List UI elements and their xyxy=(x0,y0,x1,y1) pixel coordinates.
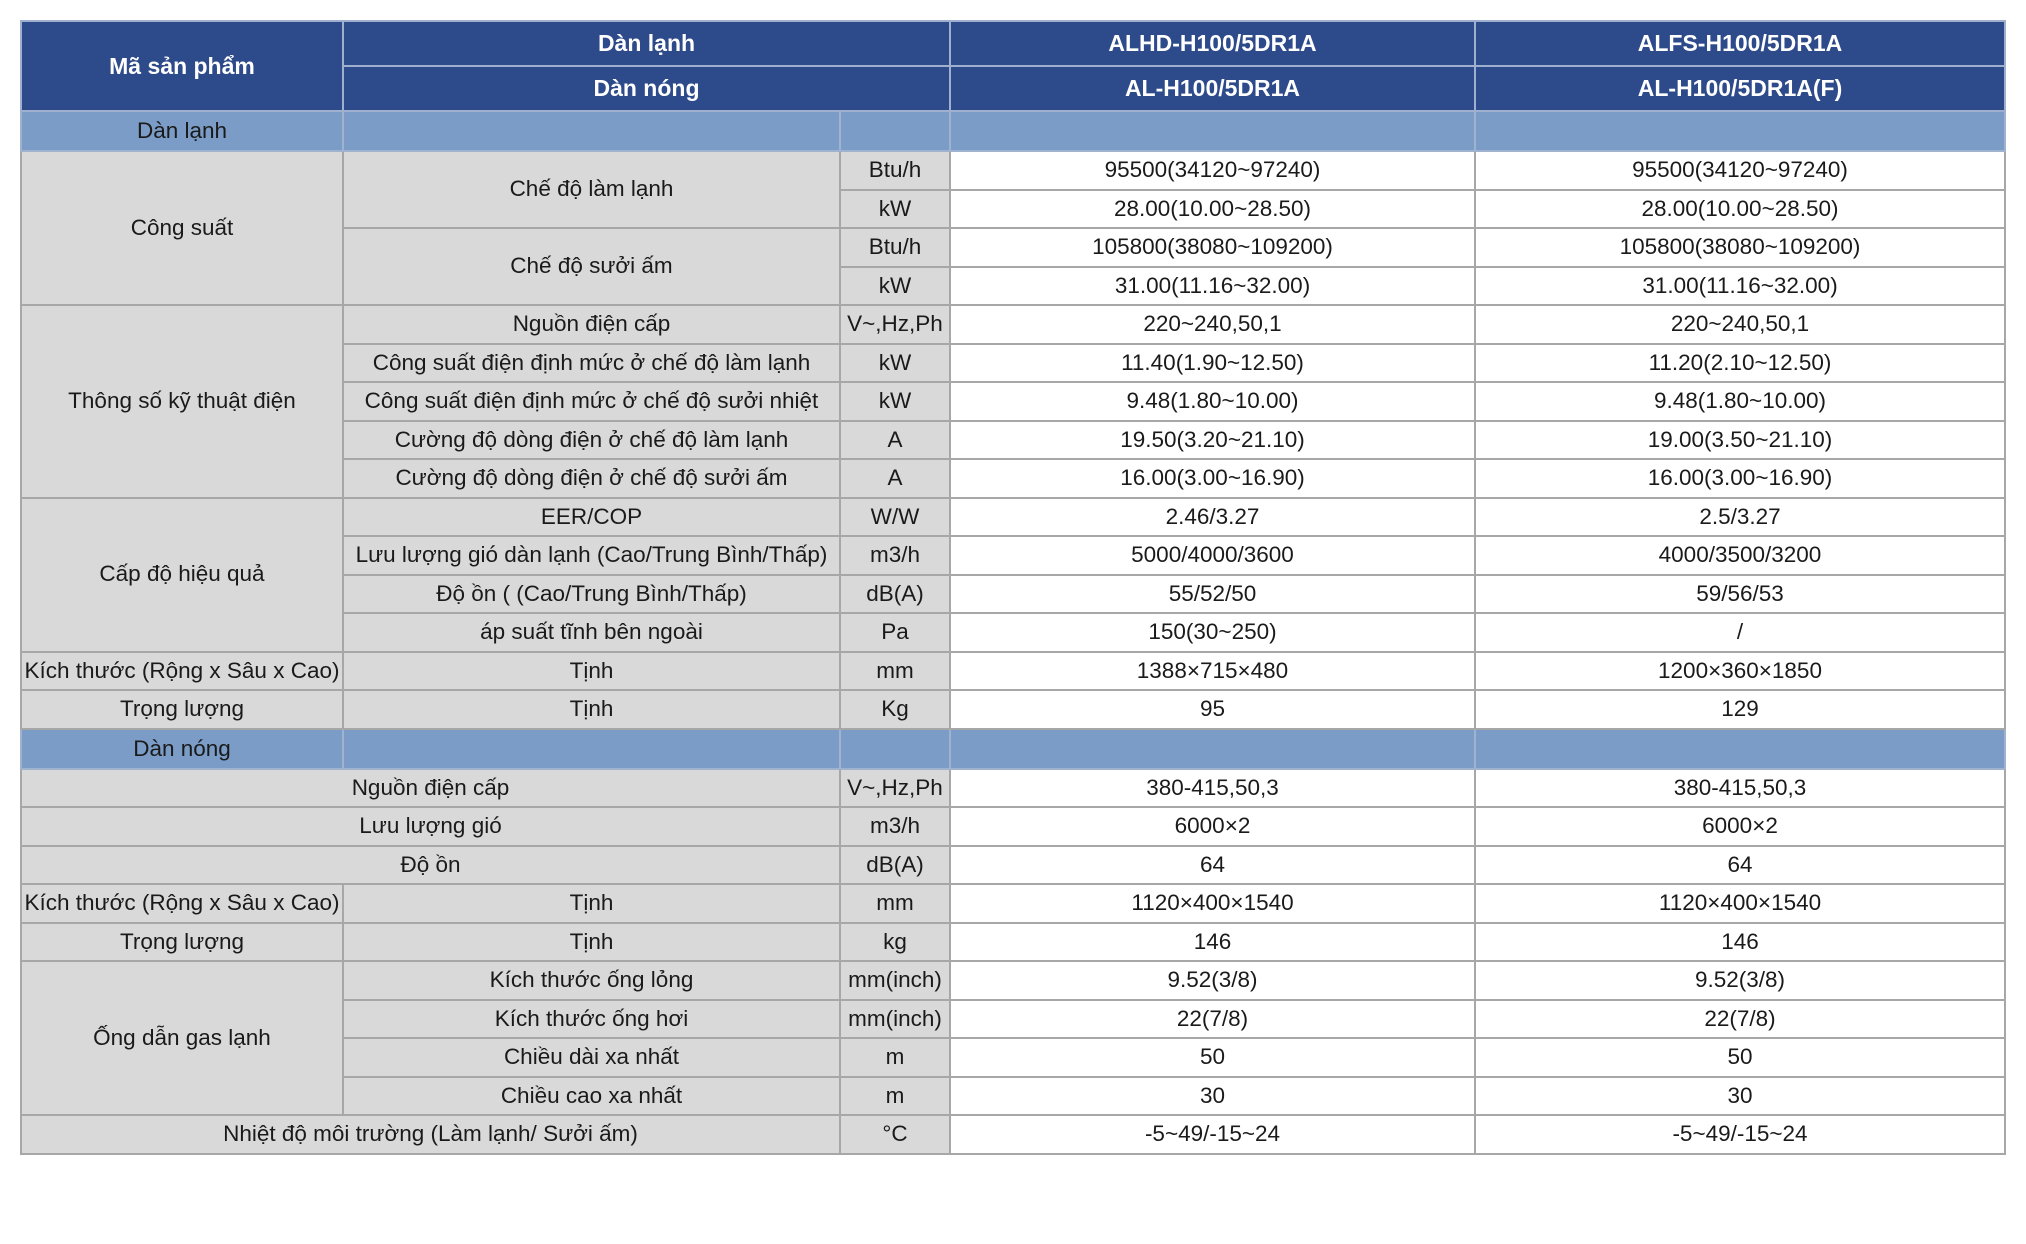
table-row xyxy=(21,884,2005,923)
model2-value: 30 xyxy=(1475,1077,2005,1116)
model2-value: 6000×2 xyxy=(1475,807,2005,846)
table-row xyxy=(21,923,2005,962)
unit-cell: A xyxy=(840,459,950,498)
model2-value: 380-415,50,3 xyxy=(1475,769,2005,808)
section-row-indoor xyxy=(21,111,2005,151)
row-label: Lưu lượng gió dàn lạnh (Cao/Trung Bình/Thấp) xyxy=(343,536,840,575)
unit-cell: Btu/h xyxy=(840,151,950,190)
row-label: Độ ồn xyxy=(21,846,840,885)
unit-cell: kW xyxy=(840,382,950,421)
model1-value: 16.00(3.00~16.90) xyxy=(950,459,1475,498)
row-label: Tịnh xyxy=(343,690,840,729)
section-cell xyxy=(950,729,1475,769)
row-label: Nhiệt độ môi trường (Làm lạnh/ Sưởi ấm) xyxy=(21,1115,840,1154)
section-cell xyxy=(1475,729,2005,769)
section-label-indoor: Dàn lạnh xyxy=(21,111,343,151)
model2-value: 9.48(1.80~10.00) xyxy=(1475,382,2005,421)
model1-value: 30 xyxy=(950,1077,1475,1116)
model1-outdoor-header: AL-H100/5DR1A xyxy=(950,66,1475,111)
group-label-capacity: Công suất xyxy=(21,151,343,305)
unit-cell: Btu/h xyxy=(840,228,950,267)
unit-cell: kW xyxy=(840,344,950,383)
model1-value: 150(30~250) xyxy=(950,613,1475,652)
model1-value: 380-415,50,3 xyxy=(950,769,1475,808)
unit-cell: W/W xyxy=(840,498,950,537)
model1-value: 105800(38080~109200) xyxy=(950,228,1475,267)
row-label: Lưu lượng gió xyxy=(21,807,840,846)
model2-value: 129 xyxy=(1475,690,2005,729)
unit-cell: dB(A) xyxy=(840,846,950,885)
unit-cell: mm xyxy=(840,652,950,691)
outdoor-unit-header: Dàn nóng xyxy=(343,66,950,111)
section-cell xyxy=(343,111,840,151)
model2-value: 1120×400×1540 xyxy=(1475,884,2005,923)
row-label: Độ ồn ( (Cao/Trung Bình/Thấp) xyxy=(343,575,840,614)
model1-value: 9.48(1.80~10.00) xyxy=(950,382,1475,421)
model2-value: 11.20(2.10~12.50) xyxy=(1475,344,2005,383)
table-row xyxy=(21,652,2005,691)
group-label-weight: Trọng lượng xyxy=(21,923,343,962)
table-row xyxy=(21,961,2005,1000)
unit-cell: V~,Hz,Ph xyxy=(840,305,950,344)
subgroup-label-heating: Chế độ sưởi ấm xyxy=(343,228,840,305)
row-label: Công suất điện định mức ở chế độ sưởi nhiệt xyxy=(343,382,840,421)
section-label-outdoor: Dàn nóng xyxy=(21,729,343,769)
model2-value: 59/56/53 xyxy=(1475,575,2005,614)
model2-value: 95500(34120~97240) xyxy=(1475,151,2005,190)
row-label: Kích thước ống hơi xyxy=(343,1000,840,1039)
model1-value: 11.40(1.90~12.50) xyxy=(950,344,1475,383)
row-label: Chiều dài xa nhất xyxy=(343,1038,840,1077)
group-label-dimensions: Kích thước (Rộng x Sâu x Cao) xyxy=(21,652,343,691)
model2-outdoor-header: AL-H100/5DR1A(F) xyxy=(1475,66,2005,111)
model2-value: 28.00(10.00~28.50) xyxy=(1475,190,2005,229)
row-label: Nguồn điện cấp xyxy=(343,305,840,344)
row-label: Nguồn điện cấp xyxy=(21,769,840,808)
model1-indoor-header: ALHD-H100/5DR1A xyxy=(950,21,1475,66)
model1-value: 2.46/3.27 xyxy=(950,498,1475,537)
subgroup-label-cooling: Chế độ làm lạnh xyxy=(343,151,840,228)
model1-value: 1120×400×1540 xyxy=(950,884,1475,923)
unit-cell: Pa xyxy=(840,613,950,652)
model2-value: 9.52(3/8) xyxy=(1475,961,2005,1000)
row-label: Tịnh xyxy=(343,652,840,691)
row-label: Kích thước ống lỏng xyxy=(343,961,840,1000)
model1-value: 28.00(10.00~28.50) xyxy=(950,190,1475,229)
model1-value: 9.52(3/8) xyxy=(950,961,1475,1000)
group-label-efficiency: Cấp độ hiệu quả xyxy=(21,498,343,652)
table-row xyxy=(21,690,2005,729)
table-row xyxy=(21,807,2005,846)
group-label-dimensions: Kích thước (Rộng x Sâu x Cao) xyxy=(21,884,343,923)
model1-value: 146 xyxy=(950,923,1475,962)
section-cell xyxy=(840,729,950,769)
model2-value: 22(7/8) xyxy=(1475,1000,2005,1039)
unit-cell: Kg xyxy=(840,690,950,729)
model1-value: -5~49/-15~24 xyxy=(950,1115,1475,1154)
model1-value: 1388×715×480 xyxy=(950,652,1475,691)
model2-value: 64 xyxy=(1475,846,2005,885)
model2-value: 1200×360×1850 xyxy=(1475,652,2005,691)
unit-cell: dB(A) xyxy=(840,575,950,614)
model1-value: 19.50(3.20~21.10) xyxy=(950,421,1475,460)
model1-value: 64 xyxy=(950,846,1475,885)
unit-cell: kW xyxy=(840,267,950,306)
model1-value: 55/52/50 xyxy=(950,575,1475,614)
unit-cell: m3/h xyxy=(840,536,950,575)
row-label: EER/COP xyxy=(343,498,840,537)
model1-value: 22(7/8) xyxy=(950,1000,1475,1039)
spec-table-container xyxy=(20,20,2004,1155)
unit-cell: m xyxy=(840,1077,950,1116)
model2-value: 2.5/3.27 xyxy=(1475,498,2005,537)
unit-cell: °C xyxy=(840,1115,950,1154)
model2-value: 31.00(11.16~32.00) xyxy=(1475,267,2005,306)
product-code-header: Mã sản phẩm xyxy=(21,21,343,111)
row-label: Cường độ dòng điện ở chế độ sưởi ấm xyxy=(343,459,840,498)
indoor-unit-header: Dàn lạnh xyxy=(343,21,950,66)
row-label: Tịnh xyxy=(343,923,840,962)
row-label: Chiều cao xa nhất xyxy=(343,1077,840,1116)
row-label: Cường độ dòng điện ở chế độ làm lạnh xyxy=(343,421,840,460)
section-row-outdoor xyxy=(21,729,2005,769)
table-row xyxy=(21,498,2005,537)
unit-cell: A xyxy=(840,421,950,460)
unit-cell: m3/h xyxy=(840,807,950,846)
table-row xyxy=(21,846,2005,885)
model2-value: 16.00(3.00~16.90) xyxy=(1475,459,2005,498)
unit-cell: kg xyxy=(840,923,950,962)
unit-cell: mm(inch) xyxy=(840,961,950,1000)
model1-value: 95 xyxy=(950,690,1475,729)
model1-value: 220~240,50,1 xyxy=(950,305,1475,344)
header-row-indoor xyxy=(21,21,2005,66)
section-cell xyxy=(1475,111,2005,151)
model1-value: 31.00(11.16~32.00) xyxy=(950,267,1475,306)
model2-value: 105800(38080~109200) xyxy=(1475,228,2005,267)
section-cell xyxy=(840,111,950,151)
unit-cell: kW xyxy=(840,190,950,229)
model2-value: / xyxy=(1475,613,2005,652)
model2-indoor-header: ALFS-H100/5DR1A xyxy=(1475,21,2005,66)
model2-value: 50 xyxy=(1475,1038,2005,1077)
model1-value: 95500(34120~97240) xyxy=(950,151,1475,190)
table-row xyxy=(21,1115,2005,1154)
unit-cell: mm(inch) xyxy=(840,1000,950,1039)
group-label-electrical: Thông số kỹ thuật điện xyxy=(21,305,343,498)
table-row xyxy=(21,305,2005,344)
unit-cell: V~,Hz,Ph xyxy=(840,769,950,808)
group-label-weight: Trọng lượng xyxy=(21,690,343,729)
group-label-gas-pipe: Ống dẫn gas lạnh xyxy=(21,961,343,1115)
model1-value: 50 xyxy=(950,1038,1475,1077)
model2-value: -5~49/-15~24 xyxy=(1475,1115,2005,1154)
model1-value: 5000/4000/3600 xyxy=(950,536,1475,575)
model1-value: 6000×2 xyxy=(950,807,1475,846)
unit-cell: mm xyxy=(840,884,950,923)
section-cell xyxy=(950,111,1475,151)
section-cell xyxy=(343,729,840,769)
unit-cell: m xyxy=(840,1038,950,1077)
row-label: áp suất tĩnh bên ngoài xyxy=(343,613,840,652)
model2-value: 146 xyxy=(1475,923,2005,962)
table-row xyxy=(21,151,2005,190)
model2-value: 4000/3500/3200 xyxy=(1475,536,2005,575)
table-row xyxy=(21,769,2005,808)
spec-table xyxy=(20,20,2006,1155)
model2-value: 220~240,50,1 xyxy=(1475,305,2005,344)
model2-value: 19.00(3.50~21.10) xyxy=(1475,421,2005,460)
row-label: Công suất điện định mức ở chế độ làm lạnh xyxy=(343,344,840,383)
row-label: Tịnh xyxy=(343,884,840,923)
